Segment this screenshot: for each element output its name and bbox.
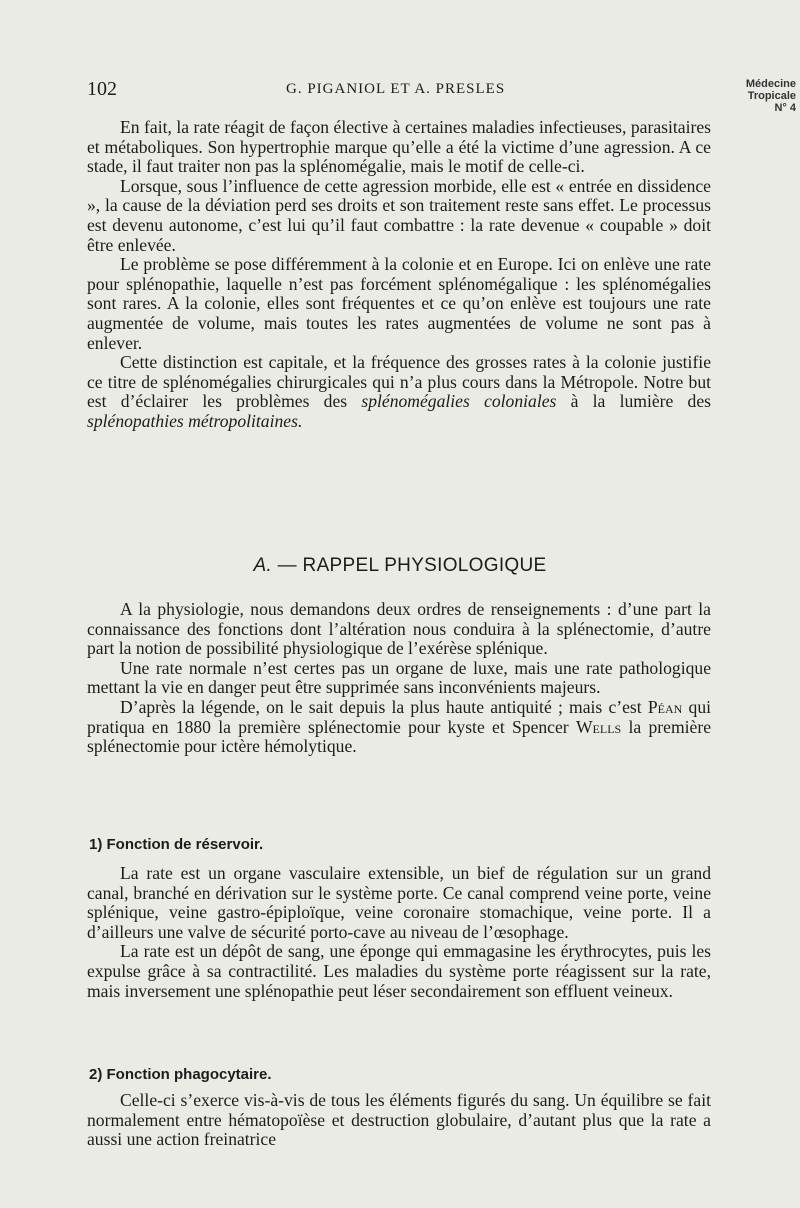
journal-issue: N° 4 [774,102,796,114]
subheading-phagocytaire: 2) Fonction phagocytaire. [89,1066,272,1083]
paragraph [87,353,711,431]
journal-name-line2: Tropicale [747,90,796,102]
text: Cette distinction est capitale, et la fréquence des grosses rates à la colonie justifie ce titre de splénomégalies chirurgicales qui n’a plus cours dans la Métropole. Notre but est d’éclairer les problèmes des [87,352,711,412]
paragraph: La rate est un organe vasculaire extensible, un bief de régulation sur un grand canal, branché en dérivation sur le système porte. Ce canal comprend veine porte, veine splénique, veine gastro-épiploïque, veine coronaire stomachique, veine porte. Il a d’ailleurs une valve de sécurité porto-cave au niveau de l’œsophage. [87,863,711,942]
text: à la lumière des [570,391,711,412]
section-letter: A. [253,555,273,576]
section-heading [0,555,800,577]
paragraph: Celle-ci s’exerce vis-à-vis de tous les éléments figurés du sang. Un équilibre se fait normalement entre hématopoïèse et destruction globulaire, d’autant plus que la rate a aussi une action freinatrice [87,1090,711,1150]
physiology-text [87,600,711,757]
intro-text [87,118,711,432]
paragraph: Le problème se pose différemment à la colonie et en Europe. Ici on enlève une rate pour splénopathie, laquelle n’est pas forcément splénomégalique : les splénomégalies sont rares. A la colonie, elles sont fréquentes et ce qu’on enlève est toujours une rate augmentée de volume, mais toutes les rates augmentées de volume ne sont pas à enlever. [87,254,711,353]
text: la première splénectomie pour ictère hémolytique. [87,716,711,757]
phagocytaire-text [87,1091,711,1150]
italic-term: splénopathies métropolitaines. [87,410,303,431]
person-name: Péan [647,696,683,717]
paragraph: Une rate normale n’est certes pas un organe de luxe, mais une rate pathologique mettant la vie en danger peut être supprimée sans inconvénients majeurs. [87,657,711,698]
journal-stamp [746,78,796,114]
paragraph [87,698,711,757]
running-title-authors: G. PIGANIOL ET A. PRESLES [286,81,506,97]
person-name: Wells [575,716,622,737]
text: qui pratiqua en 1880 la première splénectomie pour kyste et Spencer [87,696,712,737]
paragraph: A la physiologie, nous demandons deux ordres de renseignements : d’une part la connaissance des fonctions dont l’altération nous conduira à la splénectomie, d’autre part la notion de possibilité physiologique de l’exérèse splénique. [87,599,711,659]
paragraph: Lorsque, sous l’influence de cette agression morbide, elle est « entrée en dissidence », la cause de la déviation perd ses droits et son traitement reste sans effet. Le processus est devenu autonome, c’est lui qu’il faut combattre : la rate devenue « coupable » doit être enlevée. [87,175,711,255]
paragraph: La rate est un dépôt de sang, une éponge qui emmagasine les érythrocytes, puis les expulse grâce à sa contractilité. Les maladies du système porte réagissent sur la rate, mais inversement une splénopathie peut léser secondairement son effluent veineux. [87,941,711,1001]
italic-term: splénomégalies coloniales [361,391,557,412]
text: D’après la légende, on le sait depuis la plus haute antiquité ; mais c’est [120,696,642,717]
section-title: — RAPPEL PHYSIOLOGIQUE [277,555,547,576]
journal-name-line1: Médecine [745,78,796,90]
page-number: 102 [87,78,117,100]
subheading-reservoir: 1) Fonction de réservoir. [89,836,264,853]
reservoir-text [87,864,711,1001]
running-head [0,78,800,118]
paragraph: En fait, la rate réagit de façon élective à certaines maladies infectieuses, parasitaires et métaboliques. Son hypertrophie marque qu’elle a été la victime d’une agression. A ce stade, il faut traiter non pas la splénomégalie, mais le motif de celle-ci. [87,117,711,177]
